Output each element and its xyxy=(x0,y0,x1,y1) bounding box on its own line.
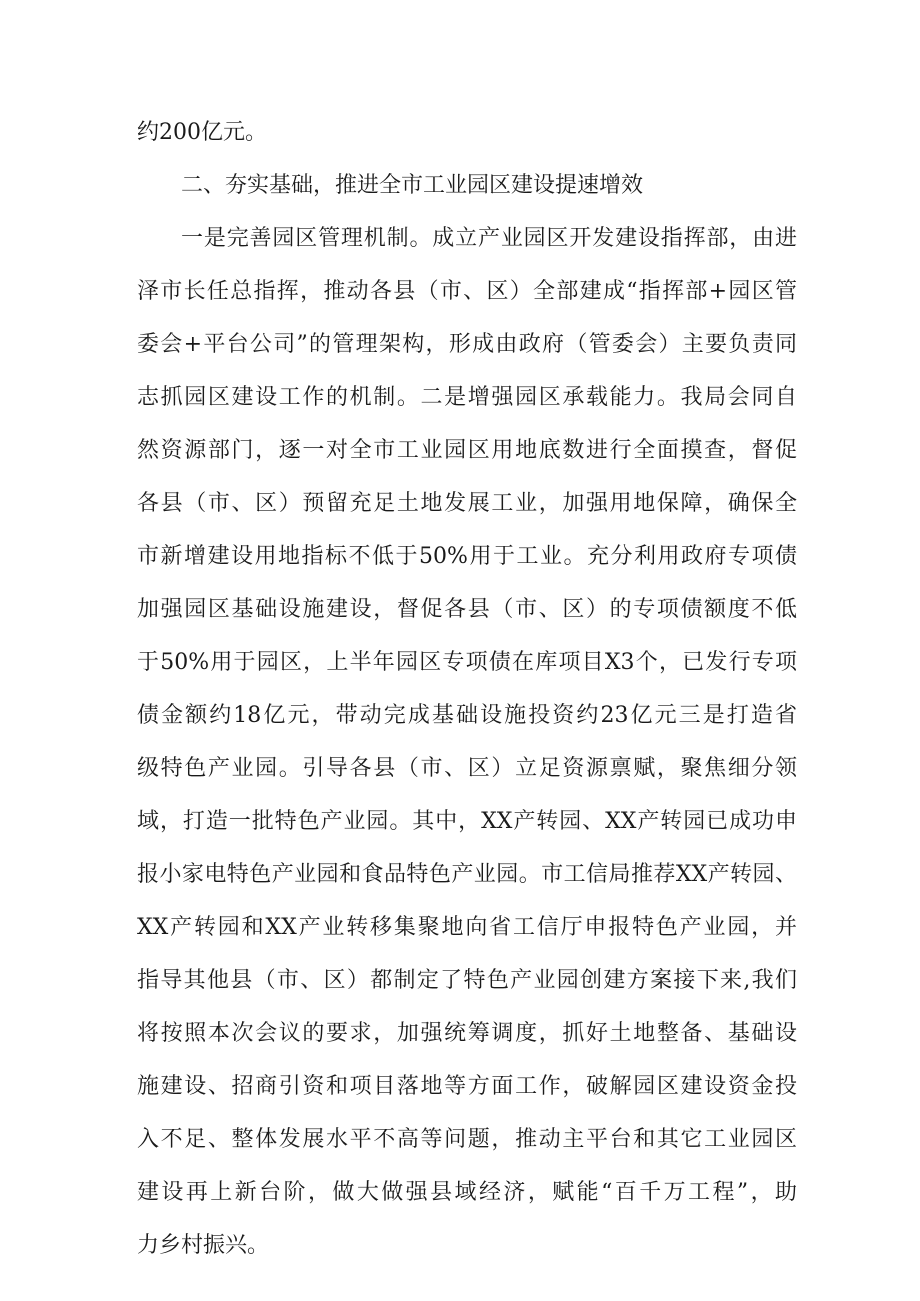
text-line-21: 建设再上新台阶，做大做强县域经济，赋能“百千万工程”，助 xyxy=(137,1180,797,1205)
text-line-8: 各县（市、区）预留充足土地发展工业，加强用地保障，确保全 xyxy=(137,491,797,516)
text-line-11: 于50%用于园区，上半年园区专项债在库项目X3个，已发行专项 xyxy=(137,650,797,675)
text-line-10: 加强园区基础设施建设，督促各县（市、区）的专项债额度不低 xyxy=(137,597,797,622)
text-line-12: 债金额约18亿元，带动完成基础设施投资约23亿元三是打造省 xyxy=(137,703,797,728)
text-line-7: 然资源部门，逐一对全市工业园区用地底数进行全面摸查，督促 xyxy=(137,438,797,463)
section-heading: 二、夯实基础，推进全市工业园区建设提速增效 xyxy=(181,173,644,198)
text-line-15: 报小家电特色产业园和食品特色产业园。市工信局推荐XX产转园、 xyxy=(137,862,797,887)
text-line-14: 域，打造一批特色产业园。其中，XX产转园、XX产转园已成功申 xyxy=(137,809,797,834)
text-line-1: 约200亿元。 xyxy=(137,120,267,145)
text-line-9: 市新增建设用地指标不低于50%用于工业。充分利用政府专项债 xyxy=(137,544,797,569)
text-line-3: 一是完善园区管理机制。成立产业园区开发建设指挥部，由进 xyxy=(181,226,797,251)
text-line-6: 志抓园区建设工作的机制。二是增强园区承载能力。我局会同自 xyxy=(137,385,797,410)
text-line-19: 施建设、招商引资和项目落地等方面工作，破解园区建设资金投 xyxy=(137,1074,797,1099)
text-line-4: 泽市长任总指挥，推动各县（市、区）全部建成“指挥部+园区管 xyxy=(137,279,797,304)
text-line-22: 力乡村振兴。 xyxy=(137,1233,270,1258)
text-line-13: 级特色产业园。引导各县（市、区）立足资源禀赋，聚焦细分领 xyxy=(137,756,797,781)
text-line-20: 入不足、整体发展水平不高等问题，推动主平台和其它工业园区 xyxy=(137,1127,797,1152)
text-line-17: 指导其他县（市、区）都制定了特色产业园创建方案接下来,我们 xyxy=(137,968,797,993)
text-line-18: 将按照本次会议的要求，加强统筹调度，抓好土地整备、基础设 xyxy=(137,1021,797,1046)
text-line-5: 委会+平台公司”的管理架构，形成由政府（管委会）主要负责同 xyxy=(137,332,797,357)
text-line-16: XX产转园和XX产业转移集聚地向省工信厅申报特色产业园，并 xyxy=(137,915,797,940)
